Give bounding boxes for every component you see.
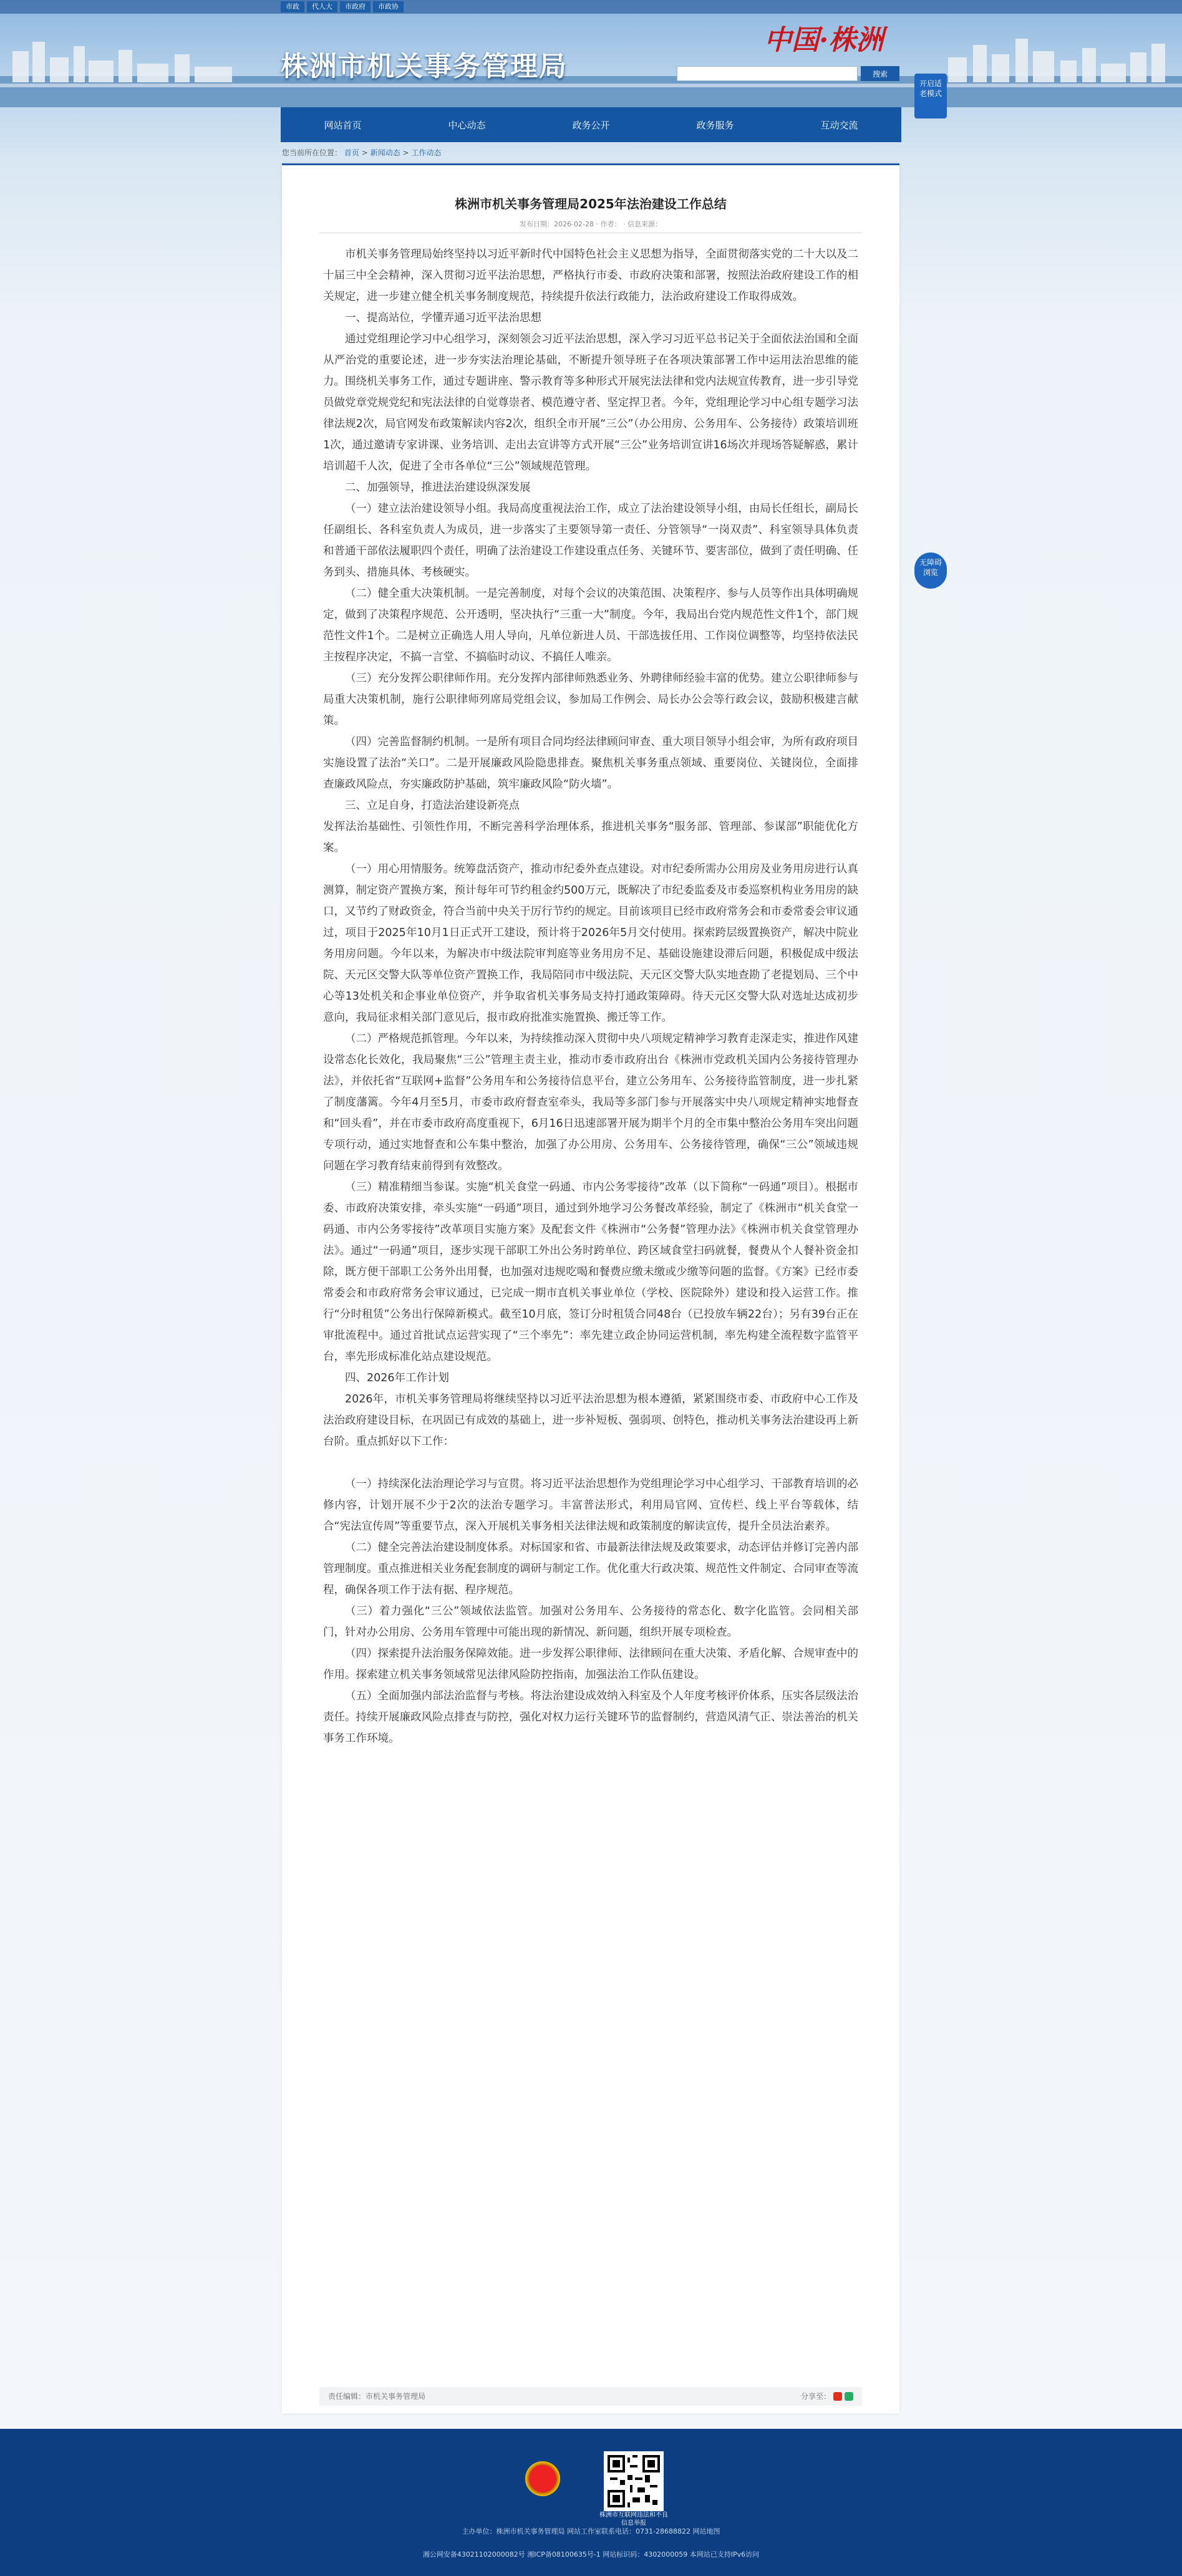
article-paragraph: 发挥法治基础性、引领性作用，不断完善科学治理体系，推进机关事务“服务部、管理部、参谋部”职能优化方案。 [323,821,858,854]
top-link-2[interactable]: 市政府 [340,1,371,12]
wechat-icon[interactable] [845,2392,853,2401]
article-paragraph: （一）用心用情服务。统筹盘活资产，推动市纪委外查点建设。对市纪委所需办公用房及业务用房进行认真测算，制定资产置换方案，预计每年可节约租金约500万元，既解决了市纪委监委及市委巡察机构业务用房的缺口，又节约了财政资金，符合当前中央关于厉行节约的规定。目前该项目已经市政府常务会和市委常委会审议通过，项目于2025年10月1日正式开工建设，预计将于2026年5月交付使用。探索跨层级置换资产，解决中院业务用房问题。今年以来，为解决市中级法院审判庭等业务用房不足、基础设施建设滞后问题，积极促成中级法院、天元区交警大队等单位资产置换工作，我局陪同市中级法院、天元区交警大队实地查勘了老提划局、三个中心等13处机关和企事业单位资产，并争取省机关事务局支持打通政策障碍。待天元区交警大队对选址达成初步意向，我局征求相关部门意见后，报市政府批准实施置换、搬迁等工作。 [323,863,858,1024]
breadcrumb [282,147,441,158]
qr-caption: 株洲市互联网违法和不良信息举报 [599,2512,668,2527]
footer [0,2429,1182,2576]
article-paragraph: （五）全面加强内部法治监督与考核。将法治建设成效纳入科室及个人年度考核评价体系，压实各层级法治责任。持续开展廉政风险点排查与防控，强化对权力运行关键环节的监督制约，营造风清气正、崇法善治的机关事务工作环境。 [323,1690,858,1745]
article-paragraph: （四）探索提升法治服务保障效能。进一步发挥公职律师、法律顾问在重大决策、矛盾化解、合规审查中的作用。探索建立机关事务领域常见法律风险防控指南，加强法治工作队伍建设。 [323,1647,858,1681]
breadcrumb-sep: > [402,148,409,157]
breadcrumb-news[interactable]: 新闻动态 [370,148,400,157]
article-body [323,244,858,1749]
top-link-1[interactable]: 代人大 [307,1,337,12]
share-label: 分享至： [800,2392,831,2401]
footer-line-sponsor: 主办单位：株洲市机关事务管理局 网站工作室联系电话：0731-28688822 网站地图 [462,2527,720,2535]
accessible-browse-button[interactable]: 无障碍浏览 [914,552,947,589]
breadcrumb-work[interactable]: 工作动态 [411,148,442,157]
article-card [282,163,899,2413]
article-paragraph: 一、提高站位，学懂弄通习近平法治思想 [345,312,541,324]
editor-bar [319,2387,862,2406]
article-paragraph: （一）建立法治建设领导小组。我局高度重视法治工作，成立了法治建设领导小组，由局长任组长，副局长任副组长、各科室负责人为成员，进一步落实了主要领导第一责任、分管领导“一岗双责”、科室领导具体负责和普通干部依法履职四个责任，明确了法治建设工作建设重点任务、关键环节、要害部位，做到了责任明确、任务到头、措施具体、考核硬实。 [323,503,858,579]
breadcrumb-label: 您当前所在位置： [282,148,342,157]
article-paragraph: （二）健全完善法治建设制度体系。对标国家和省、市最新法律法规及政策要求，动态评估并修订完善内部管理制度。重点推进相关业务配套制度的调研与制定工作。优化重大行政决策、规范性文件制定、合同审查等流程，确保各项工作于法有据、程序规范。 [323,1541,858,1596]
article-paragraph: （三）着力强化“三公”领域依法监管。加强对公务用车、公务接待的常态化、数字化监管。会同相关部门，针对办公用房、公务用车管理中可能出现的新情况、新问题，组织开展专项检查。 [323,1605,858,1639]
share-group [801,2387,853,2406]
breadcrumb-sep: > [361,148,368,157]
article-paragraph: （四）完善监督制约机制。一是所有项目合同均经法律顾问审查、重大项目领导小组会审，为所有政府项目实施设置了法治“关口”。二是开展廉政风险隐患排查。聚焦机关事务重点领域、重要岗位、关键岗位，全面排查廉政风险点，夯实廉政防护基础，筑牢廉政风险“防火墙”。 [323,736,858,791]
weibo-icon[interactable] [833,2392,842,2401]
article-paragraph: 市机关事务管理局始终坚持以习近平新时代中国特色社会主义思想为指导，全面贯彻落实党的二十大以及二十届三中全会精神，深入贯彻习近平法治思想，严格执行市委、市政府决策和部署，按照法治政府建设工作的相关规定，进一步建立健全机关事务制度规范，持续提升依法行政能力，法治政府建设工作取得成效。 [323,248,858,303]
article-paragraph: 通过党组理论学习中心组学习，深刻领会习近平法治思想，深入学习习近平总书记关于全面依法治国和全面从严治党的重要论述，进一步夯实法治理论基础，不断提升领导班子在各项决策部署工作中运用法治思维的能力。围绕机关事务工作，通过专题讲座、警示教育等多种形式开展宪法法律和党内法规宣传教育，进一步引导党员做党章党规党纪和宪法法律的自觉尊崇者、模范遵守者、坚定捍卫者。今年，党组理论学习中心组专题学习法律法规2次，局官网发布政策解读内容2次，组织全市开展“三公”（办公用房、公务用车、公务接待）政策培训班1次，通过邀请专家讲课、业务培训、走出去宣讲等方式开展“三公”业务培训宣讲16场次并现场答疑解惑，累计培训超千人次，促进了全市各单位“三公”领域规范管理。 [323,333,858,473]
article-paragraph: 四、2026年工作计划 [345,1372,450,1384]
nav-item-home[interactable]: 网站首页 [324,119,362,131]
footer-line-icp: 湘公网安备43021102000082号 湘ICP备08100635号-1 网站标识码：4302000059 本网站已支持IPv6访问 [422,2550,760,2559]
main-nav [281,107,901,142]
qr-code-icon [604,2451,664,2511]
government-emblem-icon[interactable] [525,2461,560,2496]
nav-item-services[interactable]: 政务服务 [696,119,734,131]
nav-item-disclosure[interactable]: 政务公开 [572,119,610,131]
article-paragraph: 2026年，市机关事务管理局将继续坚持以习近平法治思想为根本遵循，紧紧围绕市委、市政府中心工作及法治政府建设目标，在巩固已有成效的基础上，进一步补短板、强弱项、创特色，推动机关事务法治建设再上新台阶。重点抓好以下工作： [323,1393,858,1448]
site-title: 株洲市机关事务管理局 [281,51,568,82]
search-button[interactable]: 搜索 [861,66,899,81]
editor-name: 市机关事务管理局 [366,2392,426,2401]
nav-item-interaction[interactable]: 互动交流 [820,119,858,131]
city-skyline-image [0,32,1182,107]
top-link-0[interactable]: 市政 [281,1,304,12]
top-link-3[interactable]: 市政协 [373,1,404,12]
header-banner [0,14,1182,107]
search-input[interactable] [677,66,858,81]
nav-item-news[interactable]: 中心动态 [448,119,486,131]
article-paragraph: 二、加强领导，推进法治建设纵深发展 [345,481,531,494]
article-paragraph: （三）精准精细当参谋。实施“机关食堂一码通、市内公务零接待”改革（以下简称“一码通”项目）。根据市委、市政府决策安排，牵头实施“一码通”项目，通过到外地学习公务餐改革经验，制定了《株洲市“机关食堂一码通、市内公务零接待”改革项目实施方案》及配套文件《株洲市“公务餐”管理办法》《株洲市机关食堂管理办法》。通过“一码通”项目，逐步实现干部职工外出公务时跨单位、跨区域食堂扫码就餐，餐费从个人餐补资金扣除，既方便干部职工公务外出用餐，也加强对违规吃喝和餐费应缴未缴或少缴等问题的监督。《方案》已经市委常委会和市政府常务会审议通过，已完成一期市直机关事业单位（学校、医院除外）建设和投入运营工作。推行“分时租赁”公务出行保障新模式。截至10月底，签订分时租赁合同48台（已投放车辆22台）；另有39台正在审批流程中。通过首批试点运营实现了“三个率先”：率先建立政企协同运营机制，率先构建全流程数字监管平台，率先形成标准化站点建设规范。 [323,1181,858,1363]
article-title: 株洲市机关事务管理局2025年法治建设工作总结 [455,196,727,211]
china-zhuzhou-logo: 中国·株洲 [764,24,884,56]
top-bar [0,0,1182,14]
article-paragraph: （二）严格规范抓管理。今年以来，为持续推动深入贯彻中央八项规定精神学习教育走深走实，推进作风建设常态化长效化，我局聚焦“三公”管理主责主业，推动市委市政府出台《株洲市党政机关国内公务接待管理办法》，并依托省“互联网+监督”公务用车和公务接待信息平台，建立公务用车、公务接待监管制度，进一步扎紧了制度藩篱。今年4月至5月，市委市政府督查室牵头，我局等多部门参与开展落实中央八项规定精神实地督查和“回头看”，并在市委市政府高度重视下，6月16日迅速部署开展为期半个月的全市集中整治公务用车突出问题专项行动，通过实地督查和公车集中整治，加强了办公用房、公务用车、公务接待管理，确保“三公”领域违规问题在学习教育结束前得到有效整改。 [323,1033,858,1172]
article-paragraph: （一）持续深化法治理论学习与宣贯。将习近平法治思想作为党组理论学习中心组学习、干部教育培训的必修内容，计划开展不少于2次的法治专题学习。丰富普法形式，利用局官网、宣传栏、线上平台等载体，结合“宪法宣传周”等重要节点，深入开展机关事务相关法律法规和政策制度的解读宣传，提升全员法治素养。 [323,1478,858,1533]
elderly-mode-button[interactable]: 开启适老模式 [914,74,947,118]
article-paragraph: 三、立足自身，打造法治建设新亮点 [345,799,520,812]
breadcrumb-home[interactable]: 首页 [344,148,359,157]
article-paragraph: （三）充分发挥公职律师作用。充分发挥内部律师熟悉业务、外聘律师经验丰富的优势。建立公职律师参与局重大决策机制，施行公职律师列席局党组会议，参加局工作例会、局长办公会等行政会议，鼓励积极建言献策。 [323,672,858,727]
blank-line [323,1452,858,1474]
article-paragraph: （二）健全重大决策机制。一是完善制度，对每个会议的决策范围、决策程序、参与人员等作出具体明确规定，做到了决策程序规范、公开透明，坚决执行“三重一大”制度。今年，我局出台党内规范性文件1个，部门规范性文件1个。二是树立正确选人用人导向，凡单位新进人员、干部选拔任用、工作岗位调整等，均坚持依法民主按程序决定，不搞一言堂、不搞临时动议、不搞任人唯亲。 [323,587,858,663]
editor-label: 责任编辑： [328,2392,366,2401]
article-meta: 发布日期：2026-02-28 · 作者： · 信息来源： [520,220,662,228]
top-links [281,1,404,12]
